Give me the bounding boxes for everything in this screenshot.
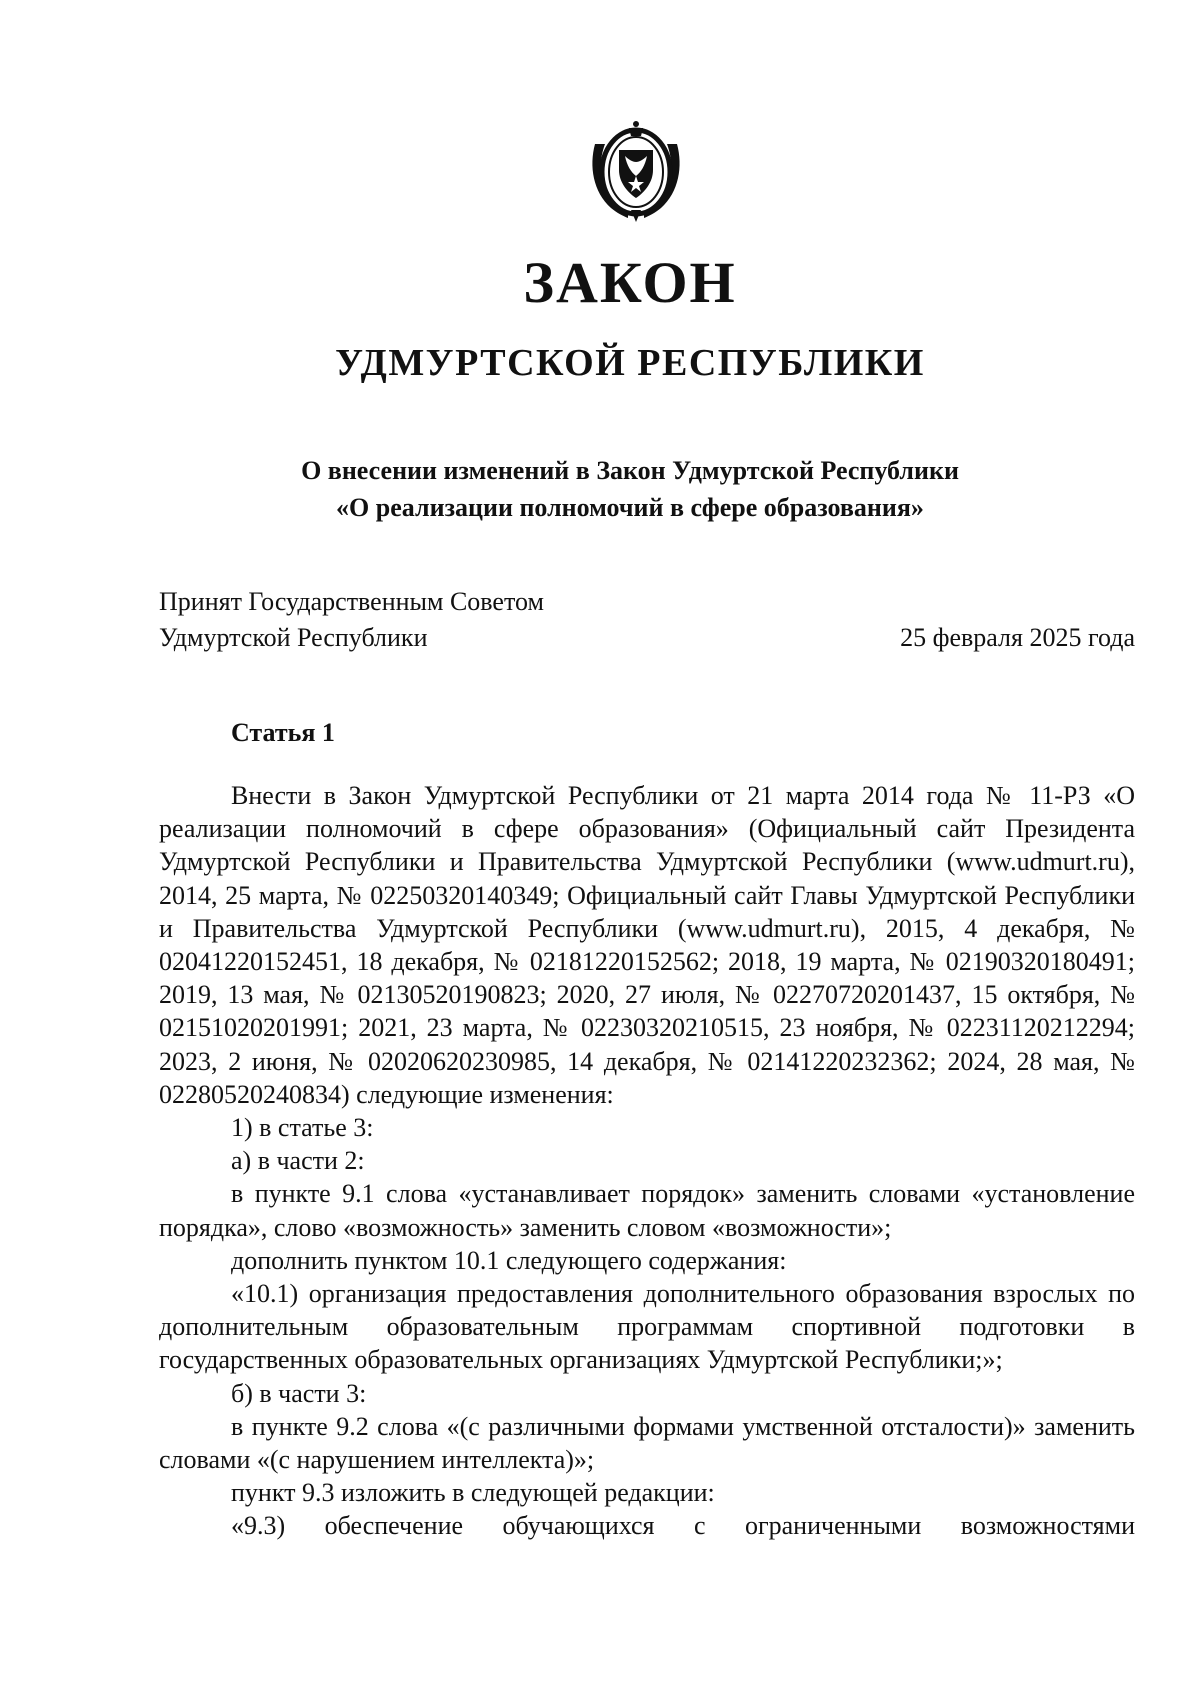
adoption-date: 25 февраля 2025 года xyxy=(900,623,1135,652)
article-paragraph: а) в части 2: xyxy=(231,1146,365,1176)
adoption-block xyxy=(159,584,1135,656)
coat-of-arms-emblem xyxy=(585,106,687,228)
article-paragraph: б) в части 3: xyxy=(231,1378,367,1408)
article-paragraph: «10.1) организация предоставления дополнительного образования взрослых по дополнительным образовательным программам спортивной подготовки в государственных образовательных организациях Удмуртской Республики;»; xyxy=(159,1279,1135,1375)
article-paragraph: в пункте 9.2 слова «(с различными формами умственной отсталости)» заменить словами «(с нарушением интеллекта)»; xyxy=(159,1411,1135,1475)
article-paragraph: пункт 9.3 изложить в следующей редакции: xyxy=(231,1478,715,1508)
article-paragraph: Внести в Закон Удмуртской Республики от 21 марта 2014 года № 11-РЗ «О реализации полномочий в сфере образования» (Официальный сайт Президента Удмуртской Республики и Правительства Удмуртской Республики (www.udmurt.ru), 2014, 25 марта, № 02250320140349; Официальный сайт Главы Удмуртской Республики и Правительства Удмуртской Республики (www.udmurt.ru), 2015, 4 декабря, № 02041220152451, 18 декабря, № 02181220152562; 2018, 19 марта, № 02190320180491; 2019, 13 мая, № 02130520190823; 2020, 27 июля, № 02270720201437, 15 октября, № 02151020201991; 2021, 23 марта, № 02230320210515, 23 ноября, № 02231120212294; 2023, 2 июня, № 02020620230985, 14 декабря, № 02141220232362; 2024, 28 мая, № 02280520240834) следующие изменения: xyxy=(159,781,1135,1109)
subject-line-1: О внесении изменений в Закон Удмуртской Республики xyxy=(301,456,959,485)
article-heading: Статья 1 xyxy=(231,718,335,747)
article-paragraph: в пункте 9.1 слова «устанавливает порядок» заменить словами «установление порядка», слово «возможность» заменить словом «возможности»; xyxy=(159,1179,1135,1242)
adopted-by-line-2: Удмуртской Республики xyxy=(159,623,428,652)
article-paragraph: 1) в статье 3: xyxy=(231,1113,374,1143)
document-subject xyxy=(0,452,1200,526)
udmurt-emblem-icon xyxy=(585,106,687,228)
subject-line-2: «О реализации полномочий в сфере образования» xyxy=(336,493,924,522)
document-title: ЗАКОН xyxy=(523,250,737,315)
article-body xyxy=(159,779,1135,1543)
article-paragraph: дополнить пунктом 10.1 следующего содержания: xyxy=(231,1245,787,1275)
article-paragraph: «9.3) обеспечение обучающихся с ограниченными возможностями xyxy=(231,1511,1135,1541)
adopted-by-line-1: Принят Государственным Советом xyxy=(159,587,544,616)
document-subtitle: УДМУРТСКОЙ РЕСПУБЛИКИ xyxy=(335,342,925,384)
